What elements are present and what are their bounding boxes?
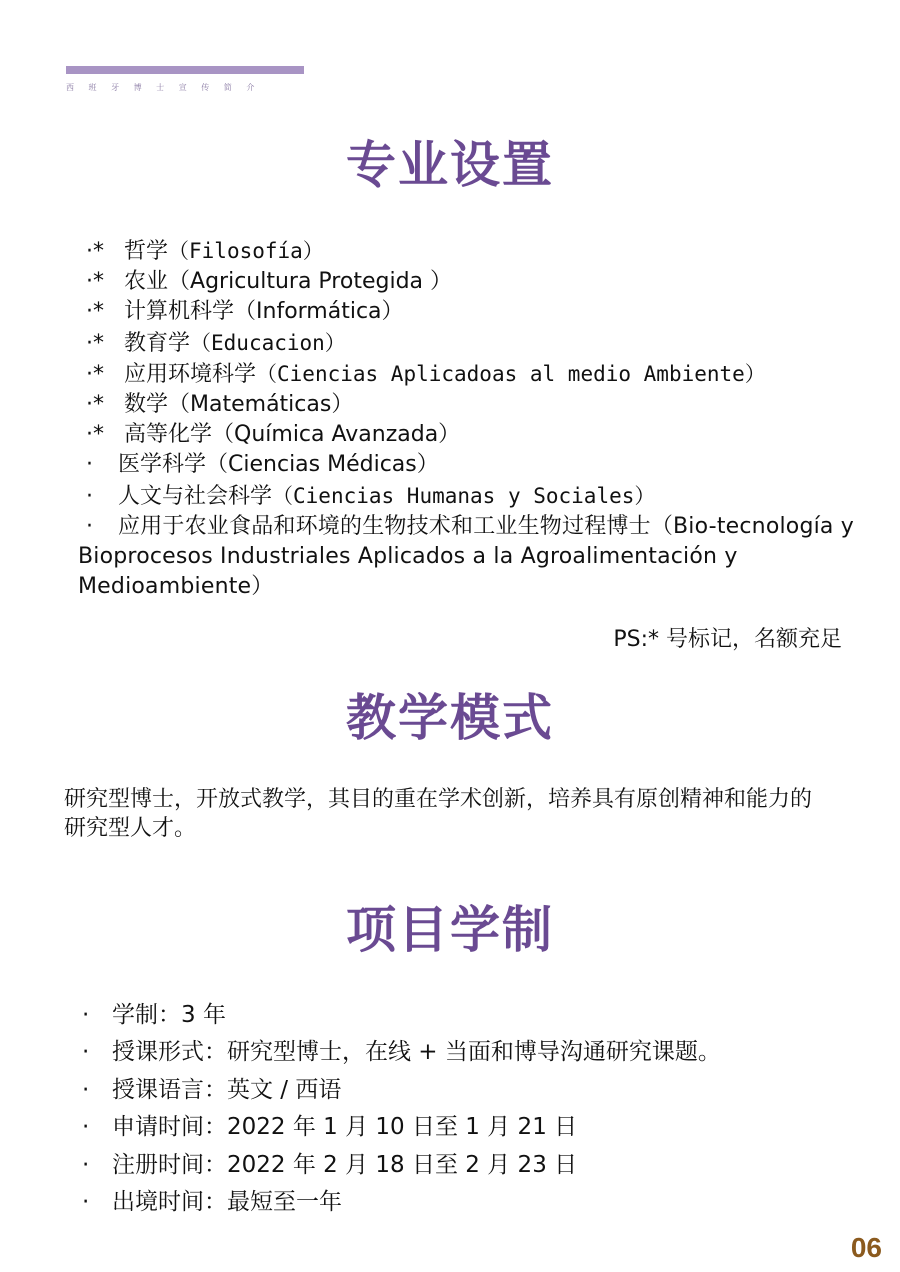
major-item xyxy=(78,328,878,359)
program-title: 项目学制 xyxy=(346,901,554,959)
program-item xyxy=(82,1072,721,1109)
program-text: 学制：3 年 xyxy=(112,1002,226,1028)
program-item xyxy=(82,1147,721,1184)
program-item xyxy=(82,1109,721,1146)
program-bullet: · xyxy=(82,1114,90,1141)
major-es: （Química Avanzada） xyxy=(212,422,461,448)
major-es: （Ciencias Humanas y Sociales） xyxy=(272,483,656,508)
program-item xyxy=(82,997,721,1034)
major-item xyxy=(78,481,878,512)
major-es: （Bio-tecnología y Bioprocesos Industriales Aplicados a la Agroalimentación y Medioambiente） xyxy=(78,513,855,600)
page-number: 06 xyxy=(850,1232,882,1263)
major-item xyxy=(78,390,878,420)
major-bullet: ·* xyxy=(86,422,104,448)
major-cn: 应用环境科学 xyxy=(124,361,257,387)
major-bullet: · xyxy=(86,513,94,539)
major-cn: 数学 xyxy=(124,392,169,418)
major-bullet: · xyxy=(86,483,93,509)
program-bullet: · xyxy=(82,1039,90,1066)
program-list xyxy=(82,997,721,1221)
major-bullet: ·* xyxy=(86,361,104,387)
major-bullet: ·* xyxy=(86,330,104,356)
major-item xyxy=(78,267,878,297)
major-item xyxy=(78,297,878,327)
major-es: （Informática） xyxy=(234,299,404,325)
program-text: 授课语言：英文 / 西语 xyxy=(112,1076,342,1103)
major-bullet: ·* xyxy=(86,299,104,325)
major-bullet: · xyxy=(86,452,93,478)
major-bullet: ·* xyxy=(86,269,104,295)
majors-title: 专业设置 xyxy=(346,136,554,194)
major-es: （Educacion） xyxy=(190,330,346,355)
program-text: 授课形式：研究型博士，在线 + 当面和博导沟通研究课题。 xyxy=(112,1039,721,1066)
ps-note: PS:* 号标记，名额充足 xyxy=(613,627,842,652)
program-text: 注册时间：2022 年 2 月 18 日至 2 月 23 日 xyxy=(112,1151,578,1178)
program-bullet: · xyxy=(82,1002,90,1028)
teaching-text: 研究型博士，开放式教学，其目的重在学术创新，培养具有原创精神和能力的研究型人才。 xyxy=(64,787,813,841)
major-es: （Matemáticas） xyxy=(168,392,354,418)
program-item xyxy=(82,1184,721,1221)
major-cn: 教育学 xyxy=(124,330,191,356)
major-item xyxy=(78,420,878,450)
major-cn: 高等化学 xyxy=(124,422,213,448)
major-es: （Ciencias Aplicadoas al medio Ambiente） xyxy=(256,361,766,386)
program-item xyxy=(82,1034,721,1071)
major-es: （Ciencias Médicas） xyxy=(206,452,439,478)
program-bullet: · xyxy=(82,1151,90,1178)
program-bullet: · xyxy=(82,1076,90,1103)
major-bullet: ·* xyxy=(86,392,104,418)
major-cn: 哲学 xyxy=(124,239,169,264)
program-text: 申请时间：2022 年 1 月 10 日至 1 月 21 日 xyxy=(112,1114,578,1141)
program-text: 出境时间：最短至一年 xyxy=(112,1189,342,1216)
program-bullet: · xyxy=(82,1189,90,1216)
major-item xyxy=(78,236,878,267)
major-es: （Agricultura Protegida ） xyxy=(168,269,453,295)
major-cn: 计算机科学 xyxy=(124,299,235,325)
major-cn: 农业 xyxy=(124,269,169,295)
teaching-title: 教学模式 xyxy=(346,689,554,747)
major-cn: 人文与社会科学 xyxy=(118,483,273,509)
major-item xyxy=(78,450,878,480)
major-item xyxy=(78,359,878,390)
major-bullet: ·* xyxy=(86,239,104,264)
header-bar xyxy=(66,66,304,74)
header-caption: 西 班 牙 博 士 宣 传 简 介 xyxy=(66,83,261,92)
major-cn: 医学科学 xyxy=(118,452,207,478)
major-es: （Filosofía） xyxy=(168,239,324,263)
major-item xyxy=(78,512,878,603)
majors-list xyxy=(78,236,878,602)
major-cn: 应用于农业食品和环境的生物技术和工业生物过程博士 xyxy=(118,513,651,539)
